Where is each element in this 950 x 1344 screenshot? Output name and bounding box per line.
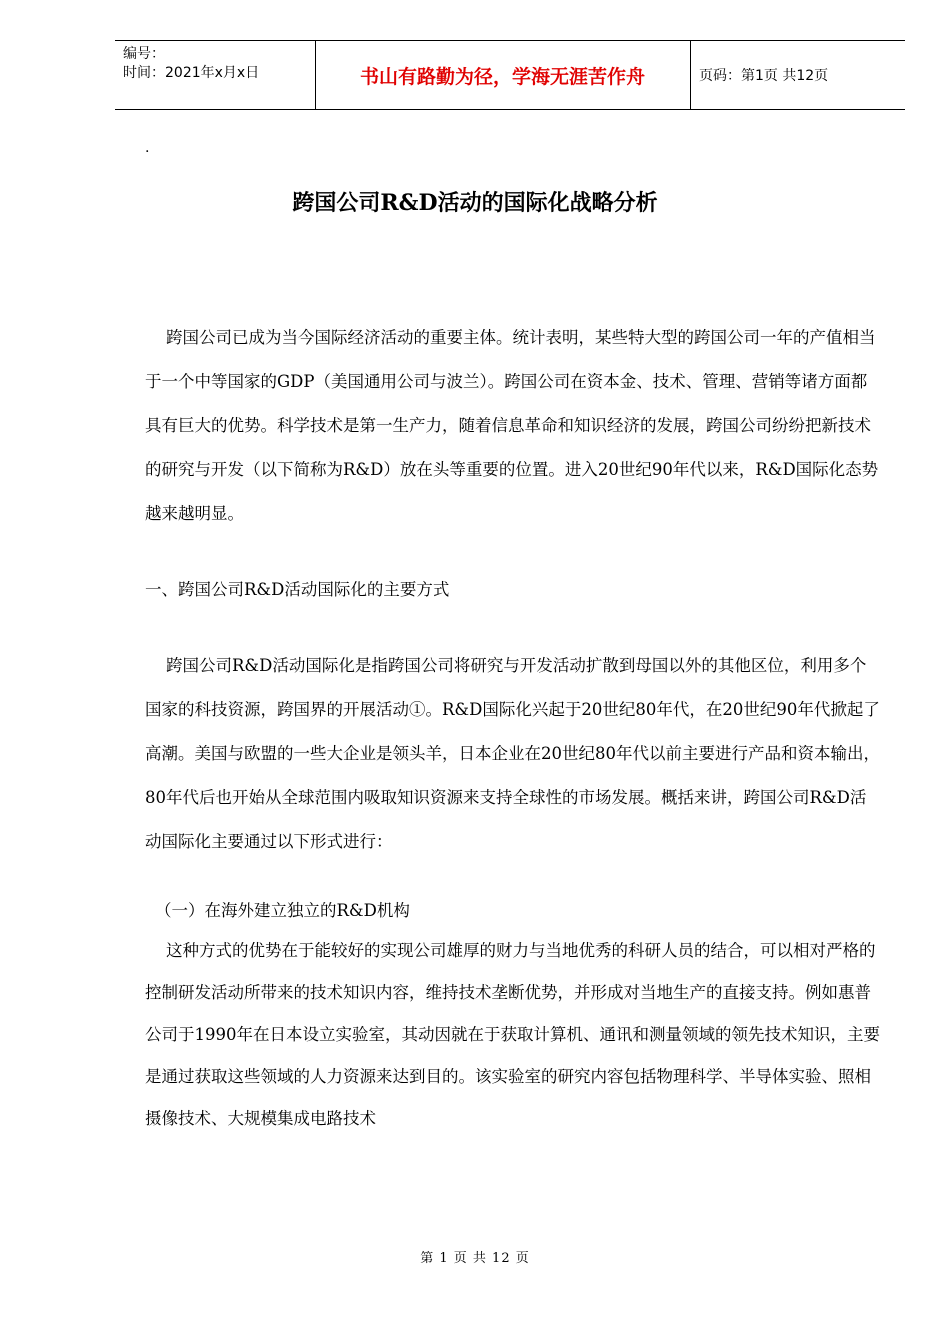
- paragraph-section-1: 跨国公司R&D活动国际化是指跨国公司将研究与开发活动扩散到母国以外的其他区位，利用多个国家的科技资源，跨国界的开展活动①。R&D国际化兴起于20世纪80年代，在20世纪90年代掀起了高潮。美国与欧盟的一些大企业是领头羊，日本企业在20世纪80年代以前主要进行产品和资本输出，80年代后也开始从全球范围内吸取知识资源来支持全球性的市场发展。概括来讲，跨国公司R&D活动国际化主要通过以下形式进行：: [145, 656, 880, 851]
- header-meta: [115, 41, 315, 109]
- paragraph-subsection-1: 这种方式的优势在于能较好的实现公司雄厚的财力与当地优秀的科研人员的结合，可以相对严格的控制研发活动所带来的技术知识内容，维持技术垄断优势，并形成对当地生产的直接支持。例如惠普公司于1990年在日本设立实验室，其动因就在于获取计算机、通讯和测量领域的领先技术知识，主要是通过获取这些领域的人力资源来达到目的。该实验室的研究内容包括物理科学、半导体实验、照相摄像技术、大规模集成电路技术: [145, 941, 880, 1128]
- header-time-label: 时间：2021年x月x日: [123, 65, 260, 81]
- document-body: [145, 316, 880, 1140]
- header-page-info: 页码：第1页 共12页: [699, 68, 829, 84]
- page-footer: 第 1 页 共 12 页: [420, 1251, 530, 1266]
- section-heading-1: 一、跨国公司R&D活动国际化的主要方式: [145, 580, 450, 599]
- header-number-label: 编号：: [123, 46, 165, 62]
- stray-dot: .: [145, 140, 150, 156]
- header-motto: 书山有路勤为径，学海无涯苦作舟: [359, 65, 645, 88]
- subsection-heading-1: （一）在海外建立独立的R&D机构: [155, 901, 410, 920]
- paragraph-intro: 跨国公司已成为当今国际经济活动的重要主体。统计表明，某些特大型的跨国公司一年的产值相当于一个中等国家的GDP（美国通用公司与波兰）。跨国公司在资本金、技术、管理、营销等诸方面都具有巨大的优势。科学技术是第一生产力，随着信息革命和知识经济的发展，跨国公司纷纷把新技术的研究与开发（以下简称为R&D）放在头等重要的位置。进入20世纪90年代以来，R&D国际化态势越来越明显。: [145, 328, 879, 523]
- page-header: [115, 40, 905, 110]
- document-title: 跨国公司R&D活动的国际化战略分析: [292, 190, 658, 216]
